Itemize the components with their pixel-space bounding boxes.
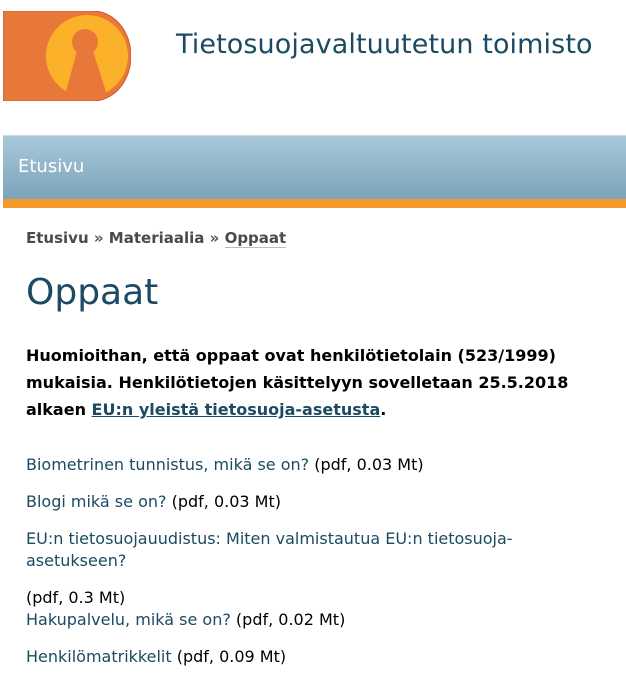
list-item (26, 609, 606, 631)
file-meta: (pdf, 0.03 Mt) (171, 492, 281, 511)
breadcrumb-separator: » (93, 229, 104, 247)
gdpr-link[interactable]: EU:n yleistä tietosuoja-asetusta (91, 400, 381, 419)
document-list (26, 454, 606, 668)
nav-item-etusivu[interactable]: Etusivu (18, 156, 85, 177)
notice-text-after: . (380, 400, 387, 419)
keyhole-logo-icon (3, 11, 131, 101)
file-meta: (pdf, 0.3 Mt) (26, 588, 126, 607)
breadcrumb-item-etusivu[interactable]: Etusivu (26, 229, 89, 247)
file-meta-line (26, 587, 606, 609)
breadcrumb (26, 229, 286, 247)
file-meta: (pdf, 0.02 Mt) (235, 610, 346, 629)
breadcrumb-separator: » (209, 229, 220, 247)
notice-text (26, 342, 606, 423)
list-item (26, 454, 606, 476)
list-item (26, 528, 606, 572)
document-link[interactable]: Hakupalvelu, mikä se on? (26, 610, 231, 629)
breadcrumb-item-oppaat[interactable]: Oppaat (224, 229, 287, 247)
site-header (0, 0, 626, 135)
document-link[interactable]: Blogi mikä se on? (26, 492, 167, 511)
nav-accent-bar (3, 199, 626, 208)
list-item (26, 491, 606, 513)
document-link[interactable]: Henkilömatrikkelit (26, 647, 172, 666)
breadcrumb-item-materiaalia[interactable]: Materiaalia (108, 229, 205, 247)
document-link[interactable]: Biometrinen tunnistus, mikä se on? (26, 455, 310, 474)
list-item (26, 646, 606, 668)
site-title[interactable]: Tietosuojavaltuutetun toimisto (176, 29, 593, 60)
main-navigation (3, 135, 626, 200)
page-title: Oppaat (26, 272, 159, 313)
file-meta: (pdf, 0.03 Mt) (314, 455, 424, 474)
document-link[interactable]: EU:n tietosuojauudistus: Miten valmistautua EU:n tietosuoja-asetukseen? (26, 529, 513, 570)
file-meta: (pdf, 0.09 Mt) (176, 647, 287, 666)
site-logo[interactable] (3, 11, 131, 101)
notice-text-before: Huomioithan, että oppaat ovat henkilötietolain (523/1999) mukaisia. Henkilötietojen käsittelyyn sovelletaan 25.5.2018 alkaen (26, 346, 569, 419)
